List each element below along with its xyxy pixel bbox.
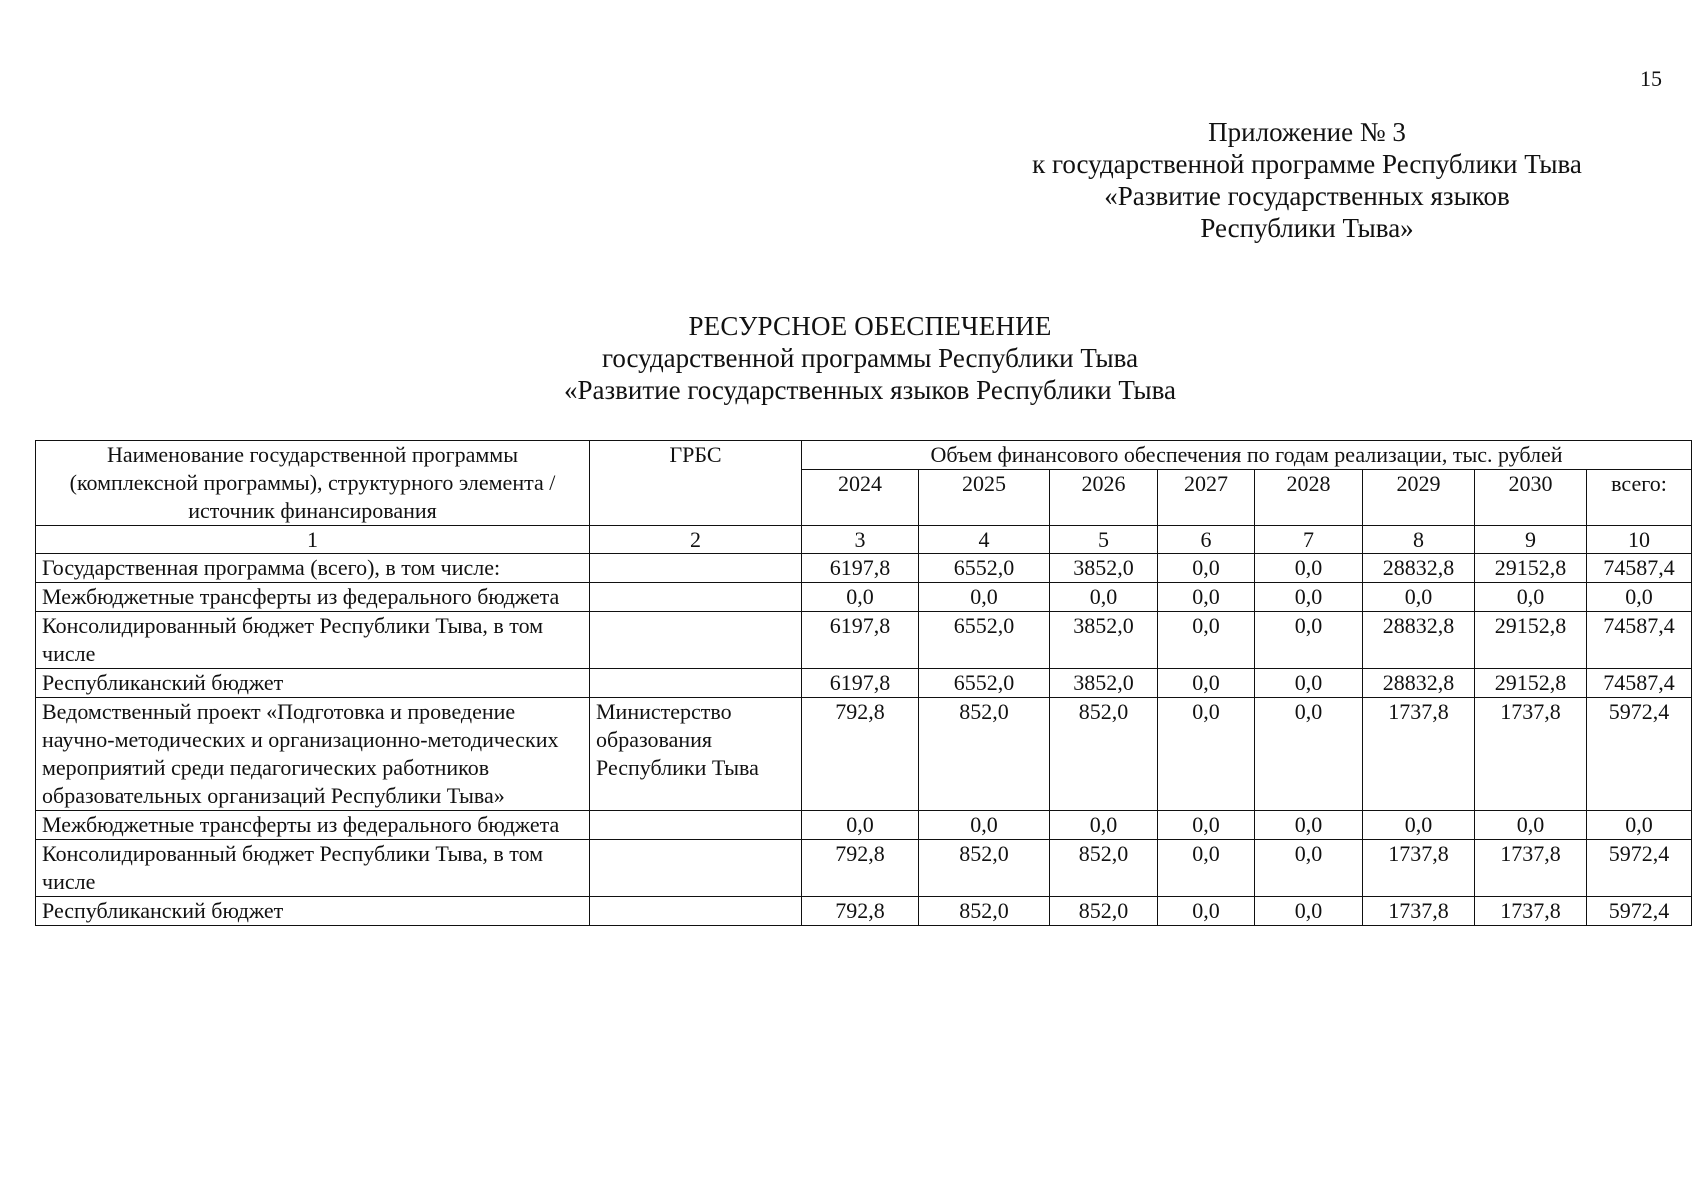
row-value-6: 28832,8 xyxy=(1363,612,1475,669)
row-value-7: 29152,8 xyxy=(1475,554,1587,583)
row-value-8: 74587,4 xyxy=(1587,669,1692,698)
row-value-8: 74587,4 xyxy=(1587,612,1692,669)
row-grbs xyxy=(590,669,802,698)
row-value-1: 792,8 xyxy=(802,840,919,897)
row-value-2: 6552,0 xyxy=(919,612,1050,669)
row-value-4: 0,0 xyxy=(1158,583,1255,612)
row-value-1: 6197,8 xyxy=(802,612,919,669)
row-value-6: 1737,8 xyxy=(1363,897,1475,926)
row-grbs xyxy=(590,897,802,926)
header-year-8: всего: xyxy=(1587,470,1692,526)
table-row xyxy=(36,554,1692,583)
row-value-6: 1737,8 xyxy=(1363,698,1475,811)
row-value-8: 74587,4 xyxy=(1587,554,1692,583)
row-name: Межбюджетные трансферты из федерального бюджета xyxy=(36,811,590,840)
row-grbs xyxy=(590,612,802,669)
row-value-7: 1737,8 xyxy=(1475,840,1587,897)
row-value-1: 6197,8 xyxy=(802,554,919,583)
row-value-4: 0,0 xyxy=(1158,554,1255,583)
row-value-2: 852,0 xyxy=(919,840,1050,897)
table-row xyxy=(36,811,1692,840)
row-value-2: 0,0 xyxy=(919,811,1050,840)
column-number-7: 7 xyxy=(1255,526,1363,554)
row-grbs xyxy=(590,554,802,583)
row-value-6: 1737,8 xyxy=(1363,840,1475,897)
row-value-7: 1737,8 xyxy=(1475,897,1587,926)
row-value-4: 0,0 xyxy=(1158,897,1255,926)
table-row xyxy=(36,612,1692,669)
row-value-8: 5972,4 xyxy=(1587,840,1692,897)
row-value-6: 28832,8 xyxy=(1363,669,1475,698)
row-name: Ведомственный проект «Подготовка и проведение научно-методических и организационно-методических мероприятий среди педагогических работников образовательных организаций Республики Тыва» xyxy=(36,698,590,811)
row-value-3: 0,0 xyxy=(1050,811,1158,840)
row-value-1: 792,8 xyxy=(802,897,919,926)
row-grbs xyxy=(590,583,802,612)
row-value-3: 0,0 xyxy=(1050,583,1158,612)
row-value-1: 0,0 xyxy=(802,583,919,612)
row-name: Государственная программа (всего), в том числе: xyxy=(36,554,590,583)
row-value-6: 28832,8 xyxy=(1363,554,1475,583)
row-value-4: 0,0 xyxy=(1158,612,1255,669)
row-value-8: 0,0 xyxy=(1587,583,1692,612)
row-value-7: 29152,8 xyxy=(1475,669,1587,698)
header-grbs: ГРБС xyxy=(590,441,802,526)
row-value-5: 0,0 xyxy=(1255,840,1363,897)
row-value-1: 6197,8 xyxy=(802,669,919,698)
row-value-5: 0,0 xyxy=(1255,612,1363,669)
title-line-3: «Развитие государственных языков Республики Тыва xyxy=(563,375,1177,405)
row-value-5: 0,0 xyxy=(1255,811,1363,840)
row-value-5: 0,0 xyxy=(1255,554,1363,583)
column-number-6: 6 xyxy=(1158,526,1255,554)
column-number-1: 1 xyxy=(36,526,590,554)
row-value-5: 0,0 xyxy=(1255,583,1363,612)
table-row xyxy=(36,669,1692,698)
row-value-8: 0,0 xyxy=(1587,811,1692,840)
row-value-8: 5972,4 xyxy=(1587,897,1692,926)
row-value-3: 852,0 xyxy=(1050,698,1158,811)
row-value-1: 792,8 xyxy=(802,698,919,811)
table-row xyxy=(36,840,1692,897)
appendix-line-3: «Развитие государственных языков xyxy=(1104,181,1510,211)
header-year-2: 2025 xyxy=(919,470,1050,526)
row-name: Межбюджетные трансферты из федерального бюджета xyxy=(36,583,590,612)
row-name: Республиканский бюджет xyxy=(36,897,590,926)
header-year-4: 2027 xyxy=(1158,470,1255,526)
appendix-caption xyxy=(947,116,1667,244)
row-value-7: 0,0 xyxy=(1475,583,1587,612)
row-grbs xyxy=(590,840,802,897)
column-number-9: 9 xyxy=(1475,526,1587,554)
row-value-4: 0,0 xyxy=(1158,669,1255,698)
header-row-top xyxy=(36,441,1692,470)
row-grbs: Министерство образования Республики Тыва xyxy=(590,698,802,811)
header-year-3: 2026 xyxy=(1050,470,1158,526)
row-value-2: 852,0 xyxy=(919,698,1050,811)
row-value-8: 5972,4 xyxy=(1587,698,1692,811)
row-value-2: 852,0 xyxy=(919,897,1050,926)
row-name: Консолидированный бюджет Республики Тыва, в том числе xyxy=(36,612,590,669)
column-number-3: 3 xyxy=(802,526,919,554)
header-year-1: 2024 xyxy=(802,470,919,526)
row-value-7: 1737,8 xyxy=(1475,698,1587,811)
row-value-3: 852,0 xyxy=(1050,840,1158,897)
appendix-line-1: Приложение № 3 xyxy=(1208,117,1406,147)
document-title xyxy=(0,310,1697,406)
table-row xyxy=(36,698,1692,811)
row-value-4: 0,0 xyxy=(1158,811,1255,840)
row-value-1: 0,0 xyxy=(802,811,919,840)
page-number: 15 xyxy=(1640,66,1662,91)
row-name: Консолидированный бюджет Республики Тыва, в том числе xyxy=(36,840,590,897)
row-value-3: 3852,0 xyxy=(1050,612,1158,669)
row-value-6: 0,0 xyxy=(1363,583,1475,612)
header-name: Наименование государственной программы (комплексной программы), структурного элемента / источник финансирования xyxy=(36,441,590,526)
row-value-3: 3852,0 xyxy=(1050,669,1158,698)
row-value-5: 0,0 xyxy=(1255,897,1363,926)
column-number-2: 2 xyxy=(590,526,802,554)
row-value-2: 6552,0 xyxy=(919,554,1050,583)
header-year-7: 2030 xyxy=(1475,470,1587,526)
title-line-1: РЕСУРСНОЕ ОБЕСПЕЧЕНИЕ xyxy=(688,311,1052,341)
row-value-7: 29152,8 xyxy=(1475,612,1587,669)
row-value-4: 0,0 xyxy=(1158,840,1255,897)
header-year-6: 2029 xyxy=(1363,470,1475,526)
appendix-line-4: Республики Тыва» xyxy=(1200,213,1414,243)
column-number-10: 10 xyxy=(1587,526,1692,554)
title-line-2: государственной программы Республики Тыва xyxy=(601,343,1139,373)
row-grbs xyxy=(590,811,802,840)
table-row xyxy=(36,897,1692,926)
row-value-2: 6552,0 xyxy=(919,669,1050,698)
row-value-6: 0,0 xyxy=(1363,811,1475,840)
funding-table xyxy=(35,440,1692,926)
row-value-3: 3852,0 xyxy=(1050,554,1158,583)
appendix-line-2: к государственной программе Республики Тыва xyxy=(1032,149,1582,179)
row-value-3: 852,0 xyxy=(1050,897,1158,926)
table-row xyxy=(36,583,1692,612)
column-number-4: 4 xyxy=(919,526,1050,554)
column-numbers-row xyxy=(36,526,1692,554)
row-value-2: 0,0 xyxy=(919,583,1050,612)
row-name: Республиканский бюджет xyxy=(36,669,590,698)
row-value-7: 0,0 xyxy=(1475,811,1587,840)
row-value-4: 0,0 xyxy=(1158,698,1255,811)
row-value-5: 0,0 xyxy=(1255,669,1363,698)
header-volume: Объем финансового обеспечения по годам реализации, тыс. рублей xyxy=(802,441,1692,470)
column-number-5: 5 xyxy=(1050,526,1158,554)
row-value-5: 0,0 xyxy=(1255,698,1363,811)
column-number-8: 8 xyxy=(1363,526,1475,554)
header-year-5: 2028 xyxy=(1255,470,1363,526)
